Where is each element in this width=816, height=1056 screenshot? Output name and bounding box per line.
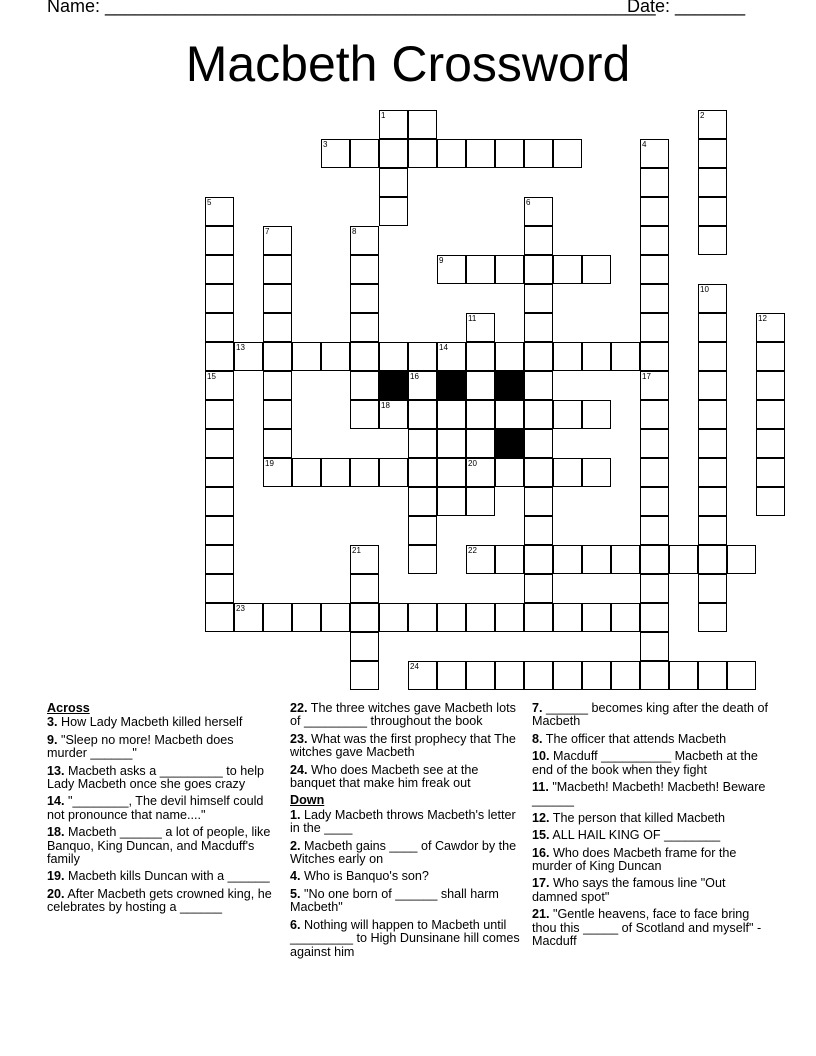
crossword-cell[interactable] [205,342,234,371]
crossword-cell[interactable] [524,545,553,574]
crossword-cell[interactable] [611,603,640,632]
clue-number-3: 3 [323,140,328,149]
crossword-cell[interactable] [524,661,553,690]
crossword-cell[interactable] [524,255,553,284]
crossword-cell[interactable] [553,342,582,371]
down-heading: Down [290,793,325,808]
crossword-cell[interactable] [640,139,669,168]
crossword-cell[interactable] [350,632,379,661]
clue-number-14: 14 [439,343,448,352]
crossword-cell[interactable] [698,661,727,690]
clue-item [290,764,522,791]
crossword-cell[interactable] [466,429,495,458]
crossword-cell[interactable] [756,458,785,487]
crossword-cell[interactable] [437,139,466,168]
crossword-cell[interactable] [350,284,379,313]
crossword-cell[interactable] [263,603,292,632]
clue-number: 23. [290,731,308,746]
date-field-label: Date: _______ [627,0,746,16]
clue-number-19: 19 [265,459,274,468]
clue-number-15: 15 [207,372,216,381]
clue-number-8: 8 [352,227,357,236]
crossword-cell[interactable] [553,603,582,632]
crossword-cell[interactable] [698,429,727,458]
crossword-cell[interactable] [698,574,727,603]
crossword-cell[interactable] [205,371,234,400]
clue-number: 7. [532,701,543,715]
crossword-cell[interactable] [379,400,408,429]
crossword-cell[interactable] [582,661,611,690]
clue-text: Macbeth kills Duncan with a ______ [68,869,270,884]
clue-number-2: 2 [700,111,705,120]
clue-text: What was the first prophecy that The witches gave Macbeth [290,731,516,760]
crossword-cell[interactable] [205,226,234,255]
clue-number: 22. [290,701,308,715]
down-clue-list-continued [532,702,768,949]
crossword-cell[interactable] [466,661,495,690]
crossword-cell[interactable] [321,603,350,632]
clue-number-16: 16 [410,372,419,381]
clue-item [532,812,768,825]
crossword-cell[interactable] [698,197,727,226]
crossword-cell[interactable] [669,661,698,690]
crossword-cell[interactable] [698,313,727,342]
crossword-cell[interactable] [408,139,437,168]
clue-number: 2. [290,838,301,853]
crossword-cell[interactable] [640,516,669,545]
crossword-cell[interactable] [379,168,408,197]
clue-text: ALL HAIL KING OF ________ [552,828,721,843]
crossword-cell[interactable] [640,487,669,516]
crossword-cell[interactable] [379,197,408,226]
crossword-cell[interactable] [466,545,495,574]
crossword-cell[interactable] [582,255,611,284]
crossword-cell[interactable] [495,661,524,690]
crossword-cell[interactable] [669,545,698,574]
clue-number-18: 18 [381,401,390,410]
clue-number: 5. [290,886,301,901]
crossword-cell[interactable] [524,487,553,516]
crossword-cell[interactable] [640,197,669,226]
crossword-cell[interactable] [350,574,379,603]
crossword-cell[interactable] [437,487,466,516]
crossword-cell[interactable] [350,342,379,371]
crossword-cell[interactable] [582,342,611,371]
crossword-cell[interactable] [756,371,785,400]
clue-number-12: 12 [758,314,767,323]
clue-number: 20. [47,886,65,901]
clue-text: ______ becomes king after the death of Macbeth [532,701,768,729]
crossword-cell[interactable] [350,226,379,255]
crossword-cell[interactable] [698,168,727,197]
clue-number: 13. [47,763,65,778]
crossword-cell[interactable] [640,632,669,661]
crossword-cell[interactable] [263,429,292,458]
clues-column-1 [47,702,275,919]
blocked-cell [495,429,524,458]
crossword-cell[interactable] [437,342,466,371]
clue-text: Macbeth ______ a lot of people, like Banquo, King Duncan, and Macduff's family [47,825,271,867]
clue-text: Macbeth asks a _________ to help Lady Macbeth once she goes crazy [47,763,265,792]
clue-number: 16. [532,845,550,860]
clue-item [532,877,768,904]
crossword-cell[interactable] [408,487,437,516]
crossword-cell[interactable] [698,342,727,371]
crossword-cell[interactable] [640,400,669,429]
crossword-cell[interactable] [524,400,553,429]
crossword-cell[interactable] [640,458,669,487]
crossword-cell[interactable] [437,429,466,458]
crossword-cell[interactable] [553,545,582,574]
clue-number: 19. [47,869,65,884]
clue-text: The three witches gave Macbeth lots of _________ throughout the book [290,701,516,729]
blocked-cell [379,371,408,400]
name-field-label: Name: _______________________________________________________ [47,0,656,16]
clue-number-22: 22 [468,546,477,555]
crossword-cell[interactable] [524,574,553,603]
crossword-cell[interactable] [640,255,669,284]
clue-number: 17. [532,876,550,891]
clue-text: Who says the famous line "Out damned spot" [532,876,726,904]
crossword-cell[interactable] [350,458,379,487]
crossword-cell[interactable] [698,516,727,545]
crossword-cell[interactable] [408,400,437,429]
clue-number: 12. [532,810,550,825]
crossword-cell[interactable] [640,545,669,574]
clue-number-23: 23 [236,604,245,613]
crossword-cell[interactable] [263,458,292,487]
clue-item [47,734,275,761]
clue-item [290,870,522,883]
crossword-cell[interactable] [466,342,495,371]
crossword-cell[interactable] [698,139,727,168]
clue-number-20: 20 [468,459,477,468]
clue-item [290,809,522,836]
crossword-cell[interactable] [205,284,234,313]
across-heading: Across [47,701,90,715]
crossword-cell[interactable] [466,458,495,487]
crossword-cell[interactable] [698,487,727,516]
crossword-cell[interactable] [524,197,553,226]
crossword-cell[interactable] [350,255,379,284]
clue-text: The person that killed Macbeth [552,810,726,825]
crossword-cell[interactable] [234,342,263,371]
crossword-cell[interactable] [698,226,727,255]
crossword-cell[interactable] [263,400,292,429]
crossword-cell[interactable] [350,400,379,429]
crossword-cell[interactable] [698,545,727,574]
crossword-cell[interactable] [466,139,495,168]
clue-item [47,716,275,729]
crossword-cell[interactable] [408,110,437,139]
crossword-cell[interactable] [611,661,640,690]
crossword-cell[interactable] [582,400,611,429]
crossword-cell[interactable] [495,139,524,168]
clue-number-17: 17 [642,372,651,381]
crossword-cell[interactable] [640,603,669,632]
crossword-cell[interactable] [524,458,553,487]
clue-number-24: 24 [410,662,419,671]
crossword-cell[interactable] [524,342,553,371]
crossword-cell[interactable] [321,139,350,168]
clue-number: 24. [290,762,308,777]
across-clue-list [47,716,275,914]
clue-number-5: 5 [207,198,212,207]
crossword-cell[interactable] [234,603,263,632]
clue-item [290,888,522,915]
crossword-cell[interactable] [408,516,437,545]
clue-text: Lady Macbeth throws Macbeth's letter in the ____ [290,807,516,836]
crossword-cell[interactable] [611,342,640,371]
clue-item [47,795,275,822]
crossword-cell[interactable] [756,429,785,458]
crossword-cell[interactable] [379,139,408,168]
clue-text: Macbeth gains ____ of Cawdor by the Witches early on [290,838,517,867]
crossword-cell[interactable] [205,487,234,516]
crossword-cell[interactable] [640,661,669,690]
clue-number: 8. [532,731,543,746]
clue-text: Macduff __________ Macbeth at the end of the book when they fight [532,749,758,777]
crossword-cell[interactable] [350,139,379,168]
clue-number-9: 9 [439,256,444,265]
crossword-cell[interactable] [466,603,495,632]
crossword-cell[interactable] [292,342,321,371]
clue-text: "Macbeth! Macbeth! Macbeth! Beware ______ [532,780,766,808]
crossword-cell[interactable] [727,545,756,574]
crossword-cell[interactable] [350,313,379,342]
across-clue-list-continued [290,702,522,790]
crossword-cell[interactable] [524,516,553,545]
clue-number: 9. [47,732,58,747]
crossword-cell[interactable] [524,313,553,342]
crossword-cell[interactable] [553,255,582,284]
clue-text: "No one born of ______ shall harm Macbeth" [290,886,499,915]
crossword-cell[interactable] [582,545,611,574]
crossword-cell[interactable] [408,429,437,458]
clue-item [532,829,768,842]
crossword-cell[interactable] [263,342,292,371]
crossword-cell[interactable] [437,458,466,487]
crossword-cell[interactable] [466,400,495,429]
crossword-cell[interactable] [350,661,379,690]
clue-item [47,765,275,792]
crossword-cell[interactable] [640,226,669,255]
clue-number: 10. [532,749,550,764]
crossword-cell[interactable] [292,458,321,487]
blocked-cell [495,371,524,400]
clue-text: How Lady Macbeth killed herself [61,715,243,730]
clue-number-21: 21 [352,546,361,555]
crossword-cell[interactable] [408,603,437,632]
clue-text: Nothing will happen to Macbeth until _________ to High Dunsinane hill comes against him [290,917,520,959]
crossword-cell[interactable] [466,255,495,284]
clues-column-3 [532,702,768,953]
clue-item [47,826,275,866]
crossword-cell[interactable] [524,371,553,400]
crossword-cell[interactable] [466,371,495,400]
crossword-cell[interactable] [321,458,350,487]
crossword-cell[interactable] [495,400,524,429]
crossword-cell[interactable] [524,284,553,313]
clue-item [532,908,768,948]
crossword-cell[interactable] [466,313,495,342]
crossword-cell[interactable] [640,313,669,342]
crossword-cell[interactable] [321,342,350,371]
crossword-cell[interactable] [524,429,553,458]
crossword-cell[interactable] [495,545,524,574]
crossword-cell[interactable] [205,313,234,342]
crossword-cell[interactable] [263,284,292,313]
crossword-cell[interactable] [379,458,408,487]
crossword-cell[interactable] [437,400,466,429]
clue-text: "________, The devil himself could not pronounce that name...." [47,794,264,822]
clue-item [290,919,522,959]
crossword-cell[interactable] [582,603,611,632]
crossword-cell[interactable] [437,661,466,690]
crossword-cell[interactable] [408,458,437,487]
crossword-cell[interactable] [205,255,234,284]
crossword-cell[interactable] [640,342,669,371]
clue-number-1: 1 [381,111,386,120]
crossword-cell[interactable] [205,574,234,603]
clue-number-7: 7 [265,227,270,236]
clue-item [290,702,522,729]
crossword-cell[interactable] [524,226,553,255]
clue-number: 1. [290,807,301,822]
clue-number: 18. [47,825,65,840]
crossword-cell[interactable] [350,371,379,400]
clue-text: Who does Macbeth frame for the murder of King Duncan [532,845,737,874]
crossword-cell[interactable] [379,603,408,632]
crossword-cell[interactable] [553,661,582,690]
crossword-cell[interactable] [640,168,669,197]
clue-item [290,733,522,760]
crossword-cell[interactable] [698,458,727,487]
crossword-cell[interactable] [756,313,785,342]
crossword-cell[interactable] [524,139,553,168]
blocked-cell [437,371,466,400]
clue-text: The officer that attends Macbeth [545,731,727,746]
crossword-cell[interactable] [495,342,524,371]
crossword-cell[interactable] [553,139,582,168]
crossword-cell[interactable] [263,313,292,342]
crossword-cell[interactable] [263,371,292,400]
crossword-cell[interactable] [698,110,727,139]
clue-number: 15. [532,828,550,843]
crossword-cell[interactable] [640,574,669,603]
clue-number: 6. [290,917,301,932]
clue-number-10: 10 [700,285,709,294]
clue-number: 14. [47,794,65,809]
clue-number-4: 4 [642,140,647,149]
crossword-cell[interactable] [379,342,408,371]
clue-number-11: 11 [468,314,477,323]
clue-text: "Sleep no more! Macbeth does murder ______" [47,732,234,761]
clue-number-6: 6 [526,198,531,207]
crossword-cell[interactable] [350,545,379,574]
crossword-cell[interactable] [205,429,234,458]
clue-text: Who does Macbeth see at the banquet that make him freak out [290,762,479,791]
clue-number: 21. [532,907,550,922]
clue-item [47,888,275,915]
crossword-cell[interactable] [408,545,437,574]
clue-number-13: 13 [236,343,245,352]
crossword-cell[interactable] [640,371,669,400]
clue-text: Who is Banquo's son? [304,869,429,884]
crossword-cell[interactable] [756,400,785,429]
crossword-cell[interactable] [756,342,785,371]
clue-item [532,702,768,729]
clue-item [532,781,768,808]
clue-item [532,847,768,874]
crossword-cell[interactable] [379,110,408,139]
crossword-cell[interactable] [408,661,437,690]
crossword-cell[interactable] [205,516,234,545]
clue-item [532,733,768,746]
crossword-cell[interactable] [553,400,582,429]
crossword-cell[interactable] [698,371,727,400]
crossword-cell[interactable] [408,342,437,371]
crossword-cell[interactable] [263,226,292,255]
clue-item [290,840,522,867]
clue-number: 11. [532,780,549,795]
crossword-cell[interactable] [524,603,553,632]
crossword-cell[interactable] [495,603,524,632]
crossword-cell[interactable] [698,603,727,632]
crossword-cell[interactable] [495,255,524,284]
clue-number: 4. [290,869,301,884]
crossword-cell[interactable] [698,284,727,313]
crossword-cell[interactable] [582,458,611,487]
down-clue-list [290,809,522,959]
crossword-cell[interactable] [437,255,466,284]
crossword-cell[interactable] [205,400,234,429]
crossword-cell[interactable] [437,603,466,632]
crossword-cell[interactable] [350,603,379,632]
crossword-cell[interactable] [205,197,234,226]
crossword-cell[interactable] [263,255,292,284]
clue-text: After Macbeth gets crowned king, he celebrates by hosting a ______ [47,886,272,915]
crossword-cell[interactable] [640,429,669,458]
crossword-cell[interactable] [698,400,727,429]
crossword-cell[interactable] [205,603,234,632]
crossword-cell[interactable] [466,487,495,516]
crossword-cell[interactable] [640,284,669,313]
crossword-cell[interactable] [756,487,785,516]
clue-item [47,870,275,883]
crossword-cell[interactable] [611,545,640,574]
clue-number: 3. [47,715,58,730]
crossword-cell[interactable] [553,458,582,487]
clue-item [532,750,768,777]
crossword-cell[interactable] [205,545,234,574]
crossword-cell[interactable] [408,371,437,400]
clues-column-2 [290,702,522,963]
crossword-cell[interactable] [292,603,321,632]
page-title: Macbeth Crossword [185,36,631,92]
clue-text: "Gentle heavens, face to face bring thou this _____ of Scotland and myself" - Macduff [532,907,762,949]
crossword-cell[interactable] [495,458,524,487]
crossword-cell[interactable] [727,661,756,690]
crossword-cell[interactable] [205,458,234,487]
